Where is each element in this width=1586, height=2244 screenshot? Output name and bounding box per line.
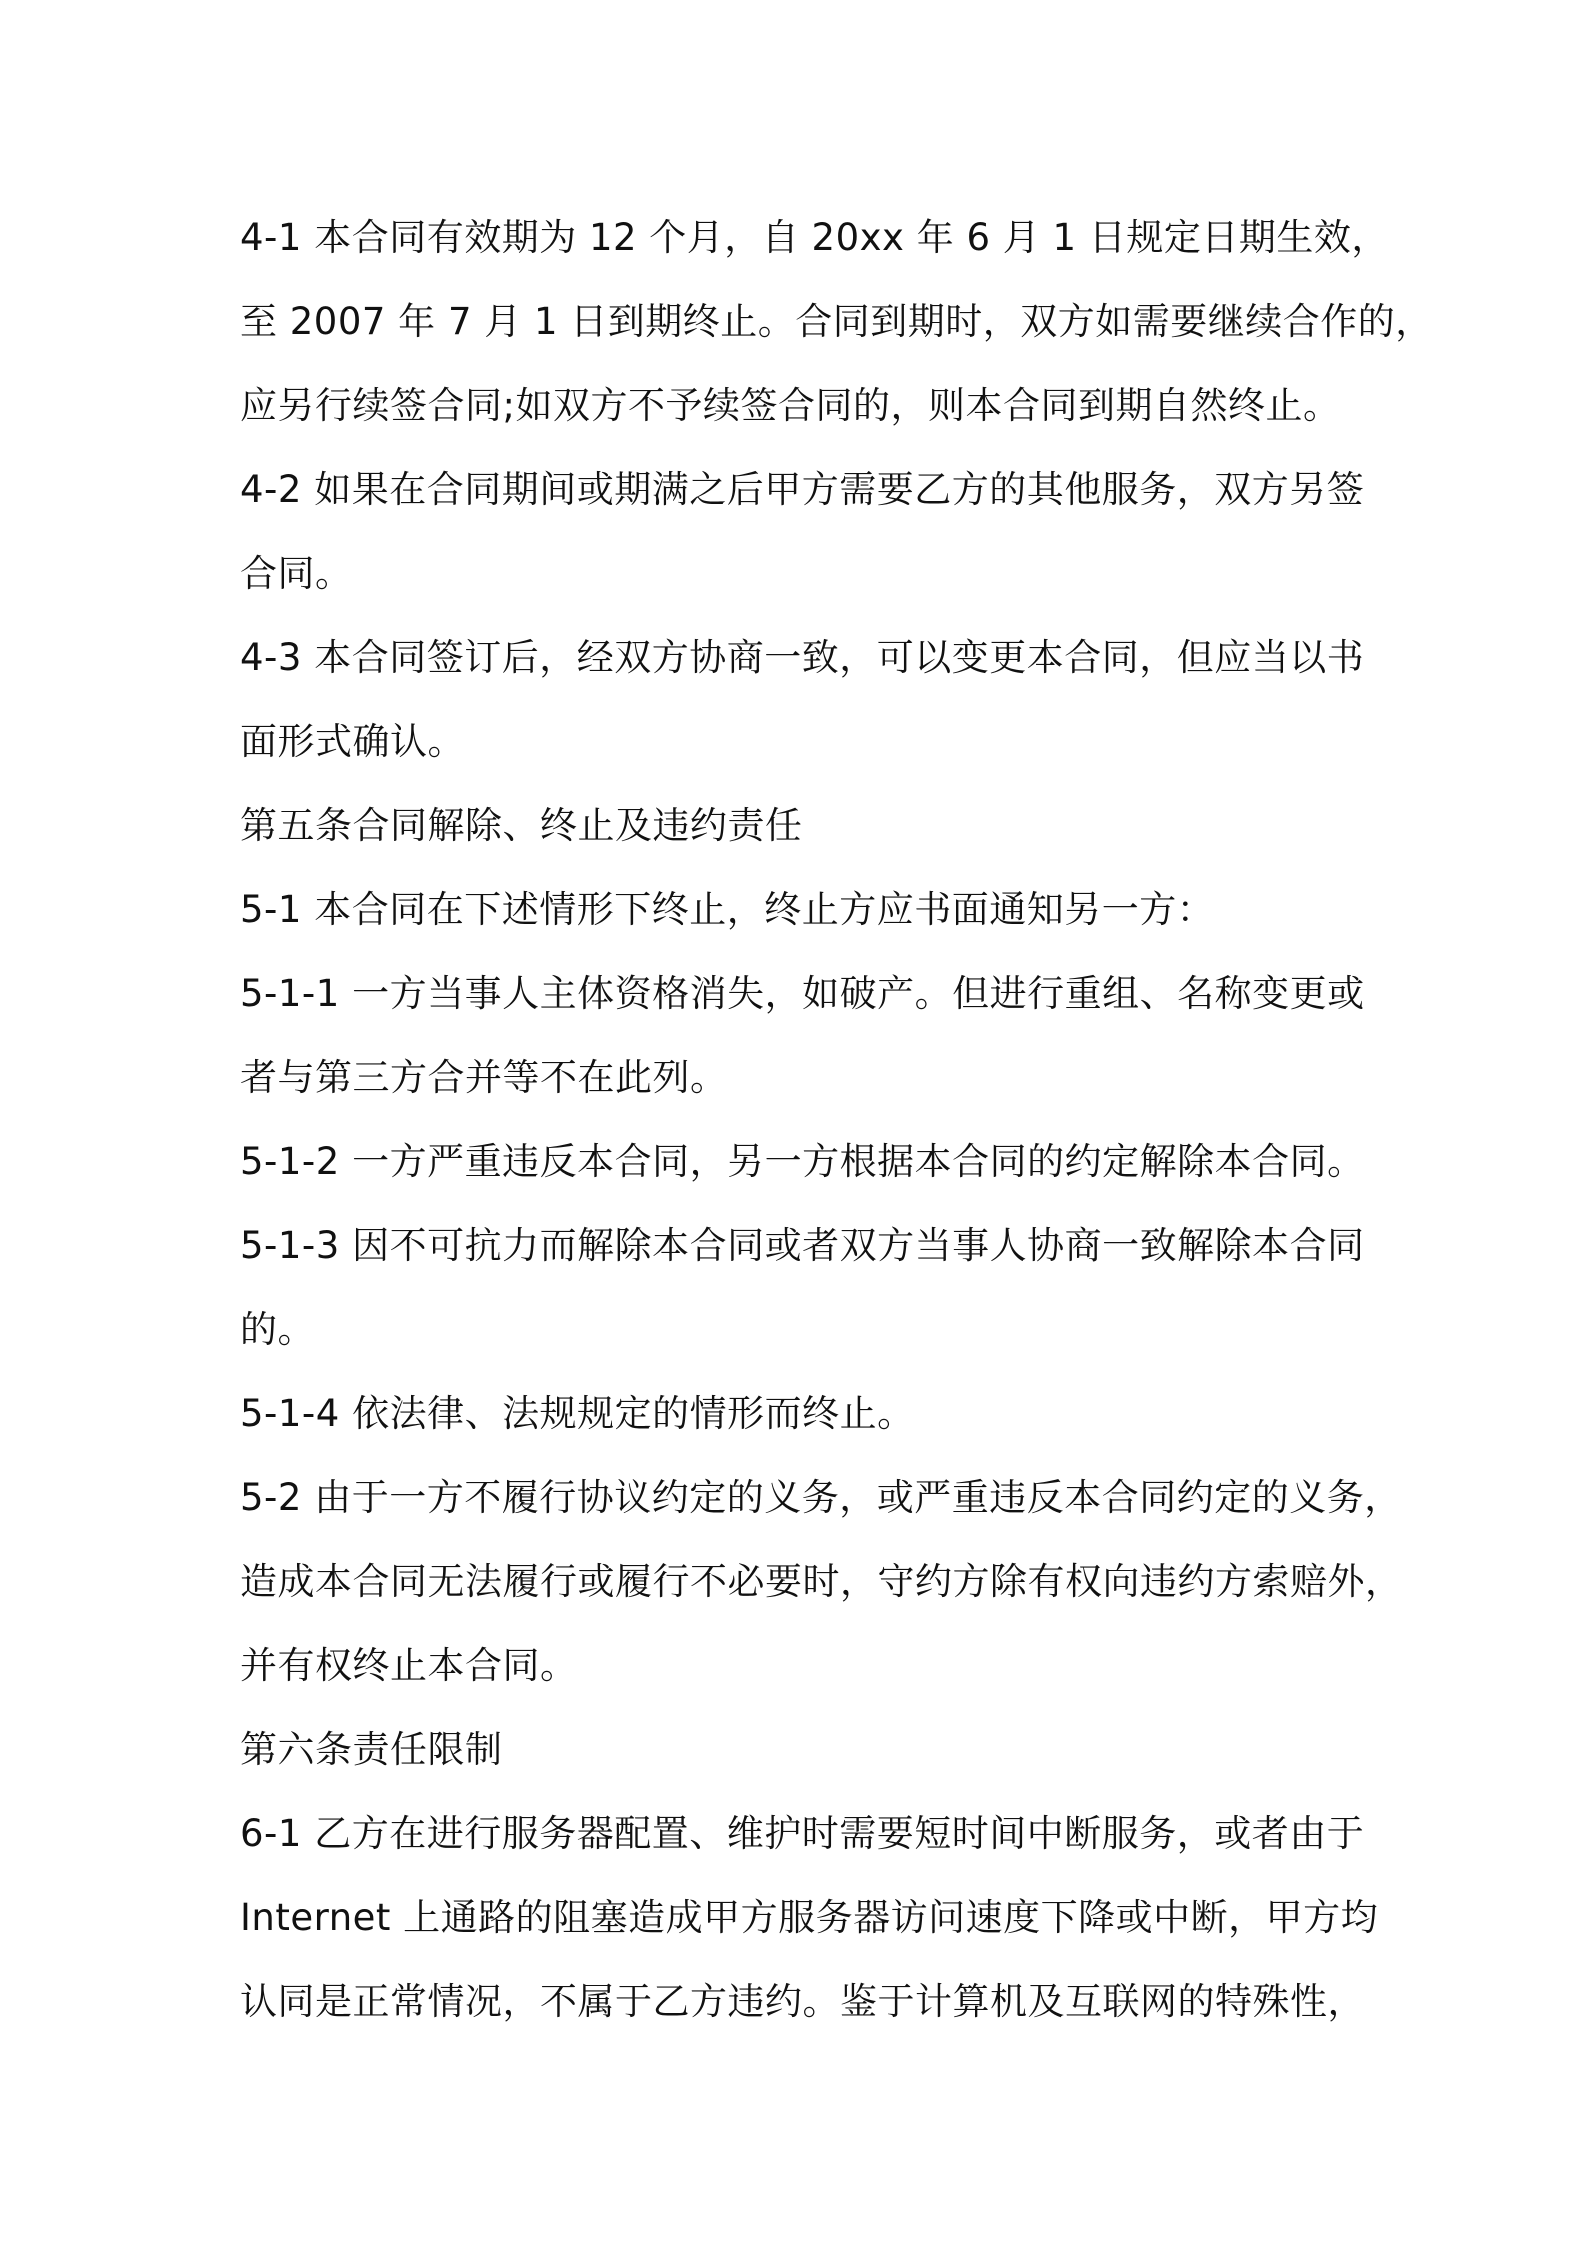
text-line: 至 2007 年 7 月 1 日到期终止。合同到期时，双方如需要继续合作的， — [240, 300, 1433, 343]
text-line: 5-2 由于一方不履行协议约定的义务，或严重违反本合同约定的义务， — [240, 1476, 1402, 1519]
text-line: 5-1-2 一方严重违反本合同，另一方根据本合同的约定解除本合同。 — [240, 1140, 1365, 1183]
section-heading: 第六条责任限制 — [240, 1728, 503, 1771]
text-line: 5-1-1 一方当事人主体资格消失，如破产。但进行重组、名称变更或 — [240, 972, 1365, 1015]
text-line: 造成本合同无法履行或履行不必要时，守约方除有权向违约方索赔外， — [240, 1560, 1403, 1603]
text-line: 合同。 — [240, 552, 353, 595]
text-line: 4-2 如果在合同期间或期满之后甲方需要乙方的其他服务，双方另签 — [240, 468, 1365, 511]
text-line: 6-1 乙方在进行服务器配置、维护时需要短时间中断服务，或者由于 — [240, 1812, 1365, 1855]
text-line: 5-1 本合同在下述情形下终止，终止方应书面通知另一方： — [240, 888, 1215, 931]
document-body — [240, 196, 1433, 2044]
text-line: 5-1-4 依法律、法规规定的情形而终止。 — [240, 1392, 915, 1435]
text-line: Internet 上通路的阻塞造成甲方服务器访问速度下降或中断，甲方均 — [240, 1896, 1379, 1939]
text-line: 5-1-3 因不可抗力而解除本合同或者双方当事人协商一致解除本合同 — [240, 1224, 1365, 1267]
text-line: 面形式确认。 — [240, 720, 465, 763]
text-line: 并有权终止本合同。 — [240, 1644, 578, 1687]
text-line: 认同是正常情况，不属于乙方违约。鉴于计算机及互联网的特殊性， — [240, 1980, 1365, 2023]
text-line: 4-3 本合同签订后，经双方协商一致，可以变更本合同，但应当以书 — [240, 636, 1365, 679]
text-line: 者与第三方合并等不在此列。 — [240, 1056, 728, 1099]
text-line: 4-1 本合同有效期为 12 个月，自 20xx 年 6 月 1 日规定日期生效， — [240, 216, 1389, 259]
text-line: 的。 — [240, 1308, 315, 1351]
text-line: 应另行续签合同;如双方不予续签合同的，则本合同到期自然终止。 — [240, 384, 1341, 427]
section-heading: 第五条合同解除、终止及违约责任 — [240, 804, 803, 847]
